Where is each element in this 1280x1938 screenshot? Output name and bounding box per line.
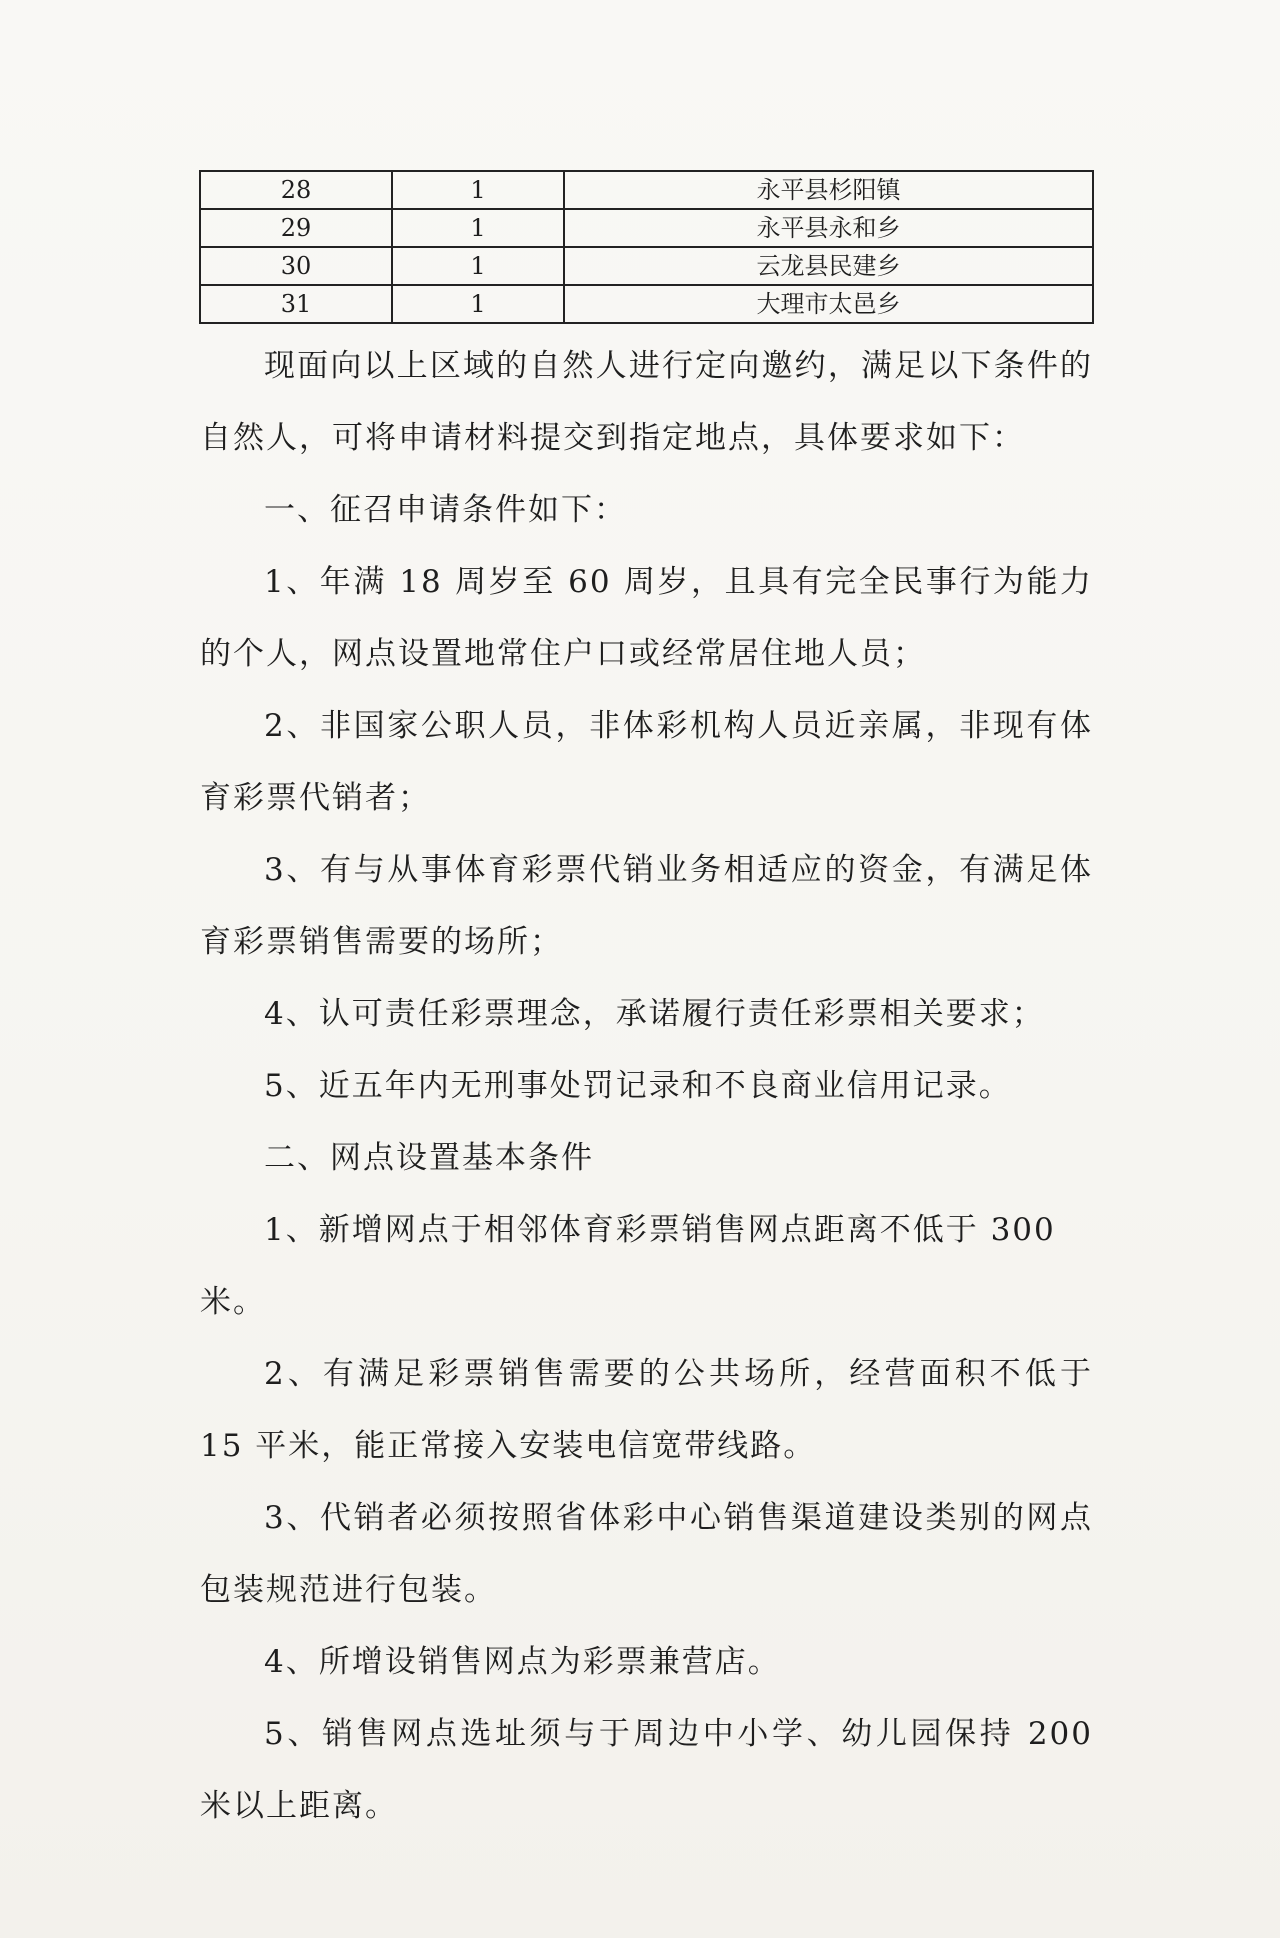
row-place: 永平县杉阳镇	[564, 171, 1093, 209]
row-place: 永平县永和乡	[564, 209, 1093, 247]
outlet-item-1: 1、新增网点于相邻体育彩票销售网点距离不低于 300 米。	[200, 1212, 1056, 1320]
condition-item-2: 2、非国家公职人员，非体彩机构人员近亲属，非现有体育彩票代销者；	[200, 708, 1093, 816]
condition-item-1: 1、年满 18 周岁至 60 周岁，且具有完全民事行为能力的个人，网点设置地常住户口或经常居住地人员；	[200, 564, 1093, 672]
row-number: 31	[200, 285, 392, 323]
outlet-item-5: 5、销售网点选址须与于周边中小学、幼儿园保持 200 米以上距离。	[200, 1716, 1093, 1824]
row-count: 1	[392, 209, 564, 247]
table-row	[200, 209, 1093, 247]
table-row	[200, 285, 1093, 323]
condition-item-4: 4、认可责任彩票理念，承诺履行责任彩票相关要求；	[264, 996, 1045, 1032]
section-heading-2: 二、网点设置基本条件	[264, 1140, 594, 1176]
table-row	[200, 171, 1093, 209]
body-text	[200, 330, 1093, 1842]
row-number: 30	[200, 247, 392, 285]
district-table	[199, 170, 1094, 324]
row-number: 28	[200, 171, 392, 209]
row-number: 29	[200, 209, 392, 247]
intro-paragraph: 现面向以上区域的自然人进行定向邀约，满足以下条件的自然人，可将申请材料提交到指定地点，具体要求如下：	[200, 348, 1093, 456]
row-count: 1	[392, 247, 564, 285]
condition-item-5: 5、近五年内无刑事处罚记录和不良商业信用记录。	[264, 1068, 1012, 1104]
table-row	[200, 247, 1093, 285]
condition-item-3: 3、有与从事体育彩票代销业务相适应的资金，有满足体育彩票销售需要的场所；	[200, 852, 1093, 960]
row-place: 云龙县民建乡	[564, 247, 1093, 285]
outlet-item-4: 4、所增设销售网点为彩票兼营店。	[264, 1644, 781, 1680]
outlet-item-2: 2、有满足彩票销售需要的公共场所，经营面积不低于 15 平米，能正常接入安装电信宽带线路。	[200, 1356, 1093, 1464]
row-count: 1	[392, 171, 564, 209]
section-heading-1: 一、征召申请条件如下：	[264, 492, 627, 528]
outlet-item-3: 3、代销者必须按照省体彩中心销售渠道建设类别的网点包装规范进行包装。	[200, 1500, 1093, 1608]
row-count: 1	[392, 285, 564, 323]
row-place: 大理市太邑乡	[564, 285, 1093, 323]
